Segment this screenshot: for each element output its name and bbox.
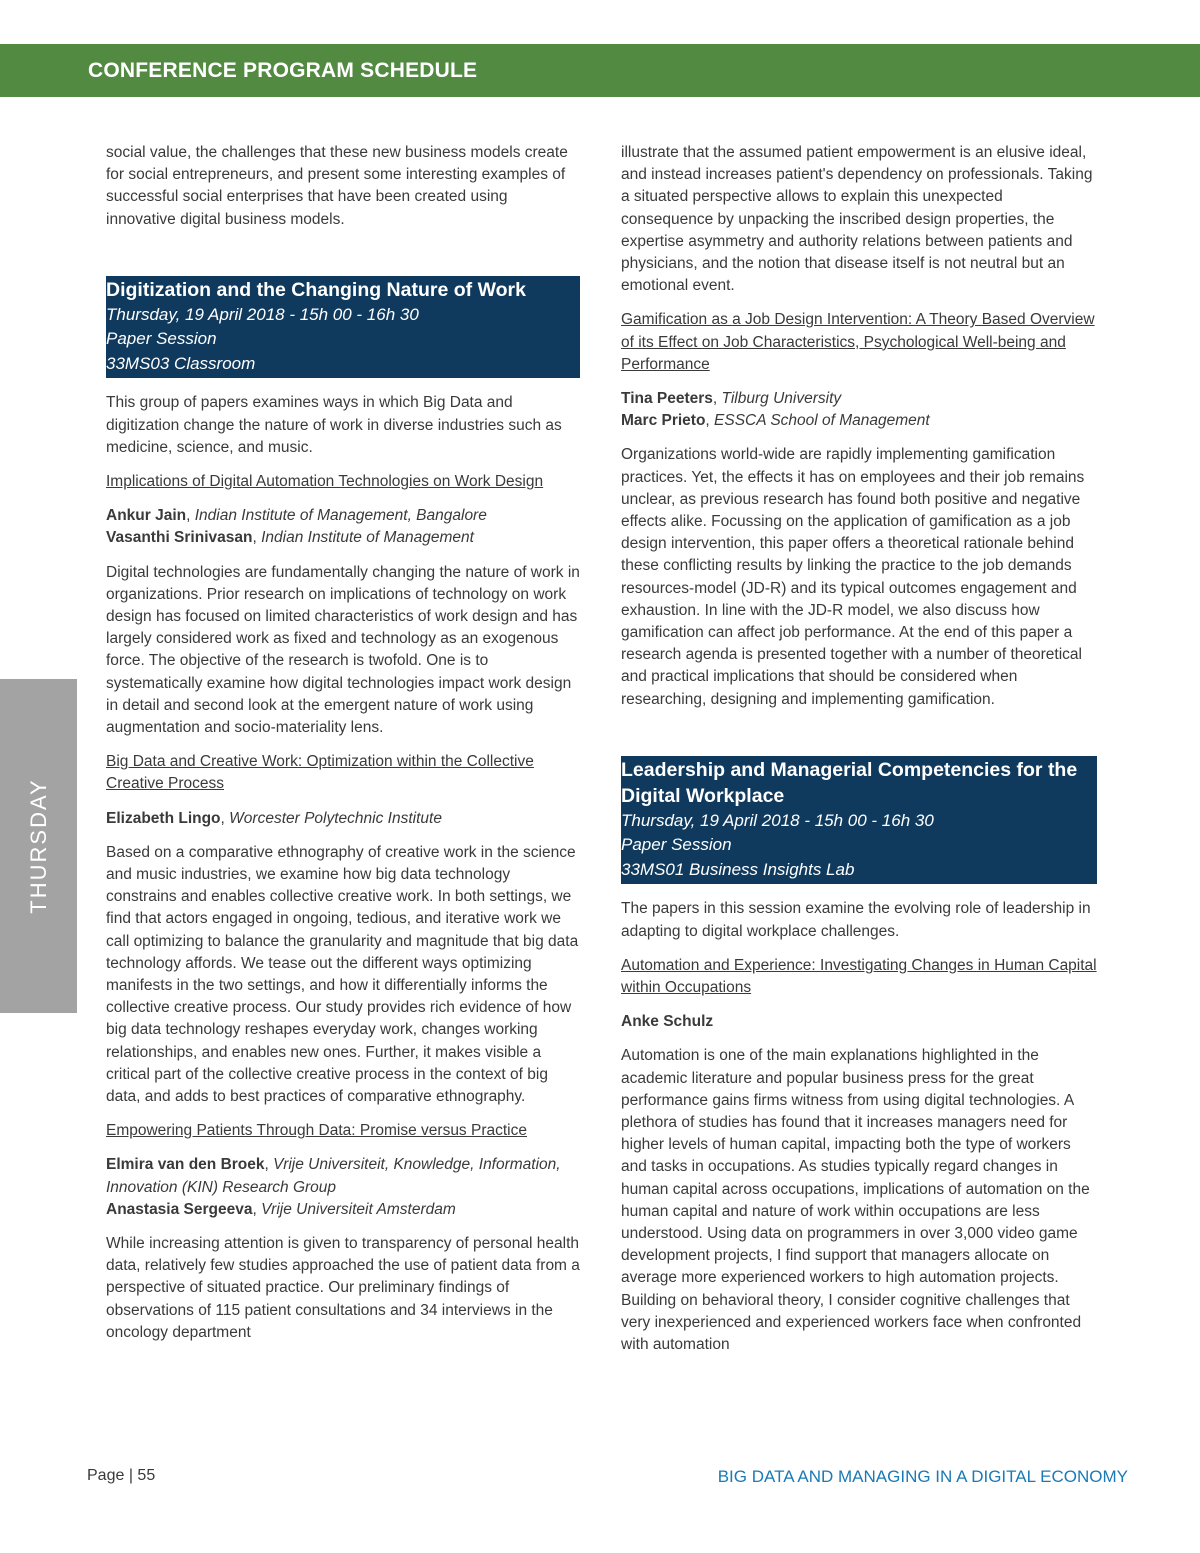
author-line: Vasanthi Srinivasan, Indian Institute of Management (106, 529, 474, 547)
paper-abstract: Organizations world-wide are rapidly implementing gamification practices. Yet, the effects it has on employees and their job remains unclear, as previous research has found both positive and negative effects alike. Focussing on the application of gamification as a job design intervention, this paper offers a theoretical rationale behind these conflicting results by linking the practice to the job demands resources-model (JD-R) and its typical outcomes engagement and exhaustion. In line with the JD-R model, we also discuss how gamification can affect job performance. At the end of this paper a research agenda is presented together with a number of theoretical and practical implications that should be considered when researching, designing and implementing gamification. (621, 446, 1085, 708)
session-type: Paper Session (106, 329, 217, 349)
author-line: Elizabeth Lingo, Worcester Polytechnic Institute (106, 809, 442, 827)
author-line: Anke Schulz (621, 1013, 714, 1031)
paper-title[interactable]: Empowering Patients Through Data: Promise versus Practice (106, 1122, 527, 1140)
author-line: Tina Peeters, Tilburg University (621, 390, 842, 408)
day-side-tab (0, 679, 77, 1013)
session-header-digitization (106, 276, 580, 379)
footer-title: BIG DATA AND MANAGING IN A DIGITAL ECONOMY (717, 1467, 1128, 1486)
paper-title[interactable]: Gamification as a Job Design Intervention: A Theory Based Overview of its Effect on Job Characteristics, Psychological Well-being and Performance (621, 311, 1095, 373)
session-type: Paper Session (621, 835, 732, 855)
page-header (0, 44, 1200, 97)
page-number: Page | 55 (87, 1467, 156, 1484)
right-column (621, 142, 1097, 1356)
author-line: Elmira van den Broek, Vrije Universiteit, Knowledge, Information, Innovation (KIN) Research Group (106, 1156, 561, 1196)
intro-paragraph: social value, the challenges that these new business models create for social entrepreneurs, and present some interesting examples of successful social enterprises that have been created using innovative digital business models. (106, 144, 568, 228)
paper-abstract: Automation is one of the main explanations highlighted in the academic literature and popular business press for the great performance gains firms witness from using digital technologies. A plethora of studies has found that it increases managers need for higher levels of human capital, impacting both the type of workers and tasks in occupations. As studies typically regard changes in human capital across occupations, implications of automation on the human capital and nature of work within occupations are less understood. Using data on programmers in over 3,000 video game development projects, I find support that managers allocate on average more experienced workers to high automation projects. Building on behavioral theory, I consider cognitive challenges that very inexperienced and experienced workers face when confronted with automation (621, 1047, 1090, 1354)
left-column (106, 142, 580, 1344)
session-date: Thursday, 19 April 2018 - 15h 00 - 16h 30 (106, 304, 419, 324)
session-date: Thursday, 19 April 2018 - 15h 00 - 16h 30 (621, 810, 934, 830)
session-description: The papers in this session examine the evolving role of leadership in adapting to digital workplace challenges. (621, 900, 1091, 940)
session-room: 33MS03 Classroom (106, 353, 256, 373)
continued-abstract: illustrate that the assumed patient empowerment is an elusive ideal, and instead increases patient's dependency on professionals. Taking a situated perspective allows to explain this unexpected consequence by unpacking the inscribed design properties, the expertise asymmetry and authority relations between patients and physicians, and the notion that disease itself is not neutral but an emotional event. (621, 144, 1093, 295)
session-header-leadership (621, 756, 1097, 885)
author-line: Marc Prieto, ESSCA School of Management (621, 412, 930, 430)
session-title: Digitization and the Changing Nature of Work (106, 278, 526, 301)
paper-title[interactable]: Implications of Digital Automation Technologies on Work Design (106, 472, 544, 490)
paper-abstract: Digital technologies are fundamentally changing the nature of work in organizations. Prior research on implications of technology on work design has focused on limited characteristics of work design and has largely considered work as fixed and technology as an exogenous force. The objective of the research is twofold. One is to systematically examine how digital technologies impact work design in detail and second look at the emergent nature of work using augmentation and socio-materiality lens. (106, 563, 580, 736)
session-description: This group of papers examines ways in which Big Data and digitization change the nature of work in diverse industries such as medicine, science, and music. (106, 394, 562, 456)
paper-title[interactable]: Big Data and Creative Work: Optimization within the Collective Creative Process (106, 753, 534, 793)
author-line: Ankur Jain, Indian Institute of Management, Bangalore (106, 507, 487, 525)
paper-abstract: Based on a comparative ethnography of creative work in the science and music industries, we examine how big data technology constrains and enables collective creative work. In both settings, we find that actors engaged in ongoing, tedious, and iterative work we call optimizing to balance the granularity and magnitude that big data technology affords. We tease out the different ways optimizing manifests in the two settings, and how it differentially informs the collective creative process. Our study provides rich evidence of how big data technology reshapes everyday work, changes working relationships, and enables new ones. Further, it makes visible a critical part of the collective creative process in the context of big data, and adds to best practices of comparative ethnography. (106, 843, 579, 1105)
session-room: 33MS01 Business Insights Lab (621, 859, 855, 879)
session-title: Leadership and Managerial Competencies for the Digital Workplace (621, 758, 1078, 807)
header-title: CONFERENCE PROGRAM SCHEDULE (88, 59, 478, 82)
author-line: Anastasia Sergeeva, Vrije Universiteit Amsterdam (106, 1200, 456, 1218)
paper-abstract: While increasing attention is given to transparency of personal health data, relatively few studies approached the use of patient data from a perspective of situated practice. Our preliminary findings of observations of 115 patient consultations and 34 interviews in the oncology department (106, 1235, 580, 1341)
side-tab-label: THURSDAY (25, 778, 51, 914)
paper-title[interactable]: Automation and Experience: Investigating Changes in Human Capital within Occupations (621, 956, 1097, 996)
